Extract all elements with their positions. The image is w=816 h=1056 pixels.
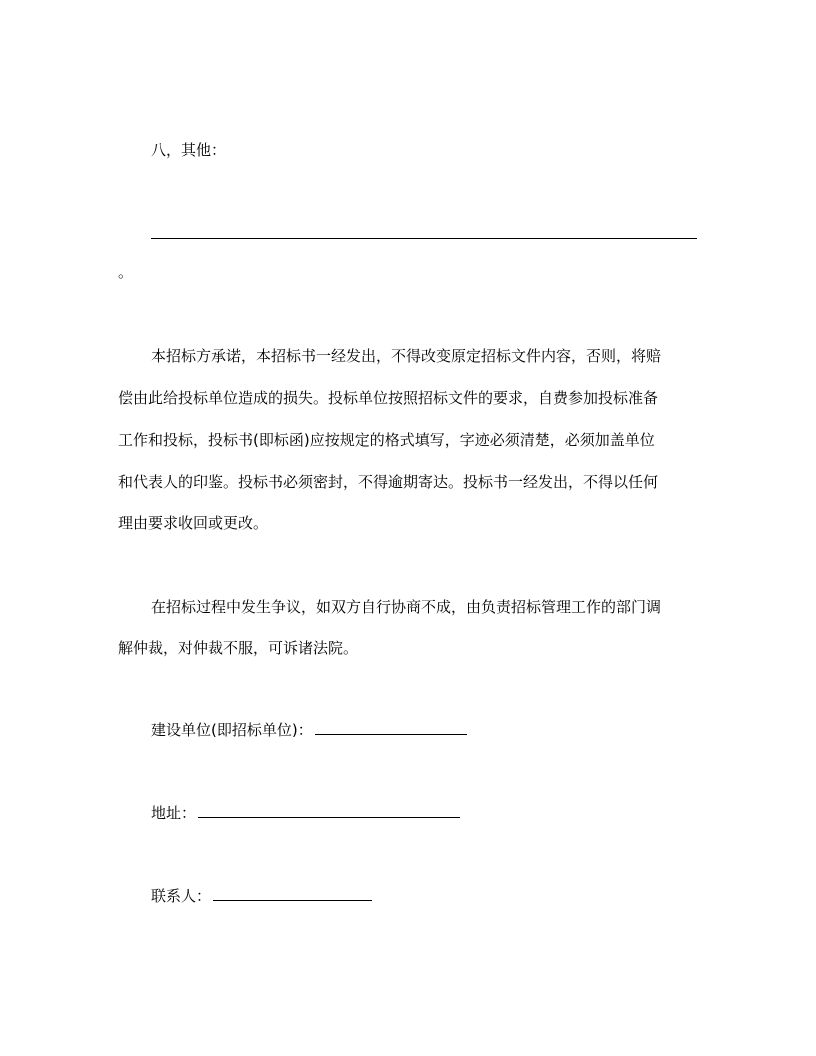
rule-period: 。 <box>118 263 134 281</box>
paragraph-line: 本招标方承诺，本招标书一经发出，不得改变原定招标文件内容，否则，将赔 <box>151 347 662 365</box>
paragraph-line: 理由要求收回或更改。 <box>118 514 269 532</box>
builder-blank[interactable] <box>315 720 467 735</box>
builder-label: 建设单位(即招标单位)： <box>151 721 313 739</box>
contact-blank[interactable] <box>213 886 372 901</box>
section-heading: 八，其他： <box>151 141 227 159</box>
paragraph-line: 在招标过程中发生争议，如双方自行协商不成，由负责招标管理工作的部门调 <box>151 598 662 616</box>
contact-label: 联系人： <box>151 887 212 905</box>
paragraph-line: 解仲裁，对仲裁不服，可诉诸法院。 <box>118 639 359 657</box>
address-blank[interactable] <box>198 803 460 818</box>
paragraph-line: 偿由此给投标单位造成的损失。投标单位按照招标文件的要求，自费参加投标准备 <box>118 389 659 407</box>
contact-field <box>151 886 372 906</box>
address-field <box>151 803 460 823</box>
fill-in-rule <box>151 238 697 239</box>
paragraph-line: 和代表人的印鉴。投标书必须密封，不得逾期寄达。投标书一经发出，不得以任何 <box>118 473 659 491</box>
builder-field <box>151 720 467 740</box>
address-label: 地址： <box>151 804 197 822</box>
paragraph-line: 工作和投标，投标书(即标函)应按规定的格式填写，字迹必须清楚，必须加盖单位 <box>118 431 655 449</box>
